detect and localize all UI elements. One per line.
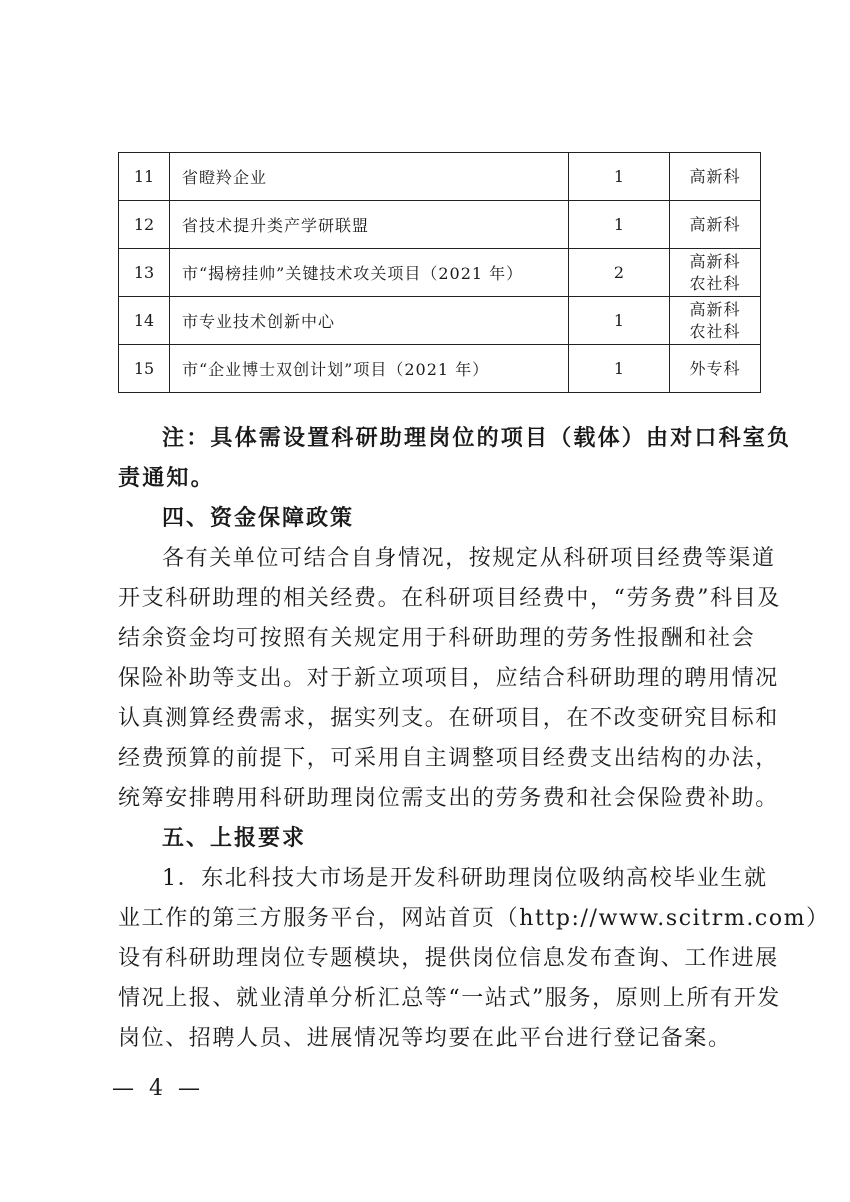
paragraph-line: 情况上报、就业清单分析汇总等“一站式”服务，原则上所有开发: [118, 986, 781, 1011]
note-line: 注：具体需设置科研助理岗位的项目（载体）由对口科室负: [162, 426, 792, 451]
paragraph-line: 开支科研助理的相关经费。在科研项目经费中，“劳务费”科目及: [118, 586, 781, 611]
section-heading-funding: 四、资金保障政策: [162, 506, 355, 531]
section-reporting-paragraph: [118, 859, 830, 1059]
department-cell: [670, 201, 761, 249]
department-label: 高新科: [689, 166, 741, 186]
section-funding-paragraph: [118, 539, 781, 819]
position-count-cell: 1: [569, 345, 670, 393]
paragraph-line: 保险补助等支出。对于新立项项目，应结合科研助理的聘用情况: [118, 666, 779, 691]
note-block: [118, 419, 792, 499]
paragraph-line: 各有关单位可结合自身情况，按规定从科研项目经费等渠道: [162, 546, 776, 571]
table-row: [119, 297, 761, 345]
paragraph-line: 岗位、招聘人员、进展情况等均要在此平台进行登记备案。: [118, 1026, 732, 1051]
department-label: 高新科: [689, 251, 741, 271]
table-row: [119, 201, 761, 249]
row-number-cell: 15: [119, 345, 170, 393]
row-number-cell: 13: [119, 249, 170, 297]
paragraph-line: 经费预算的前提下，可采用自主调整项目经费支出结构的办法，: [118, 746, 779, 771]
project-name-cell: 市“揭榜挂帅”关键技术攻关项目（2021 年）: [170, 249, 569, 297]
department-cell: [670, 297, 761, 345]
paragraph-line: 结余资金均可按照有关规定用于科研助理的劳务性报酬和社会: [118, 626, 756, 651]
department-label: 农社科: [689, 273, 741, 293]
project-name-cell: 省技术提升类产学研联盟: [170, 201, 569, 249]
note-line: 责通知。: [118, 466, 215, 491]
project-table: [118, 152, 748, 393]
paragraph-line: 认真测算经费需求，据实列支。在研项目，在不改变研究目标和: [118, 706, 779, 731]
paragraph-line: 业工作的第三方服务平台，网站首页（http://www.scitrm.com）: [118, 906, 830, 931]
department-label: 农社科: [689, 321, 741, 341]
project-name-cell: 市“企业博士双创计划”项目（2021 年）: [170, 345, 569, 393]
table-row: [119, 153, 761, 201]
row-number-cell: 11: [119, 153, 170, 201]
page-number: — 4 —: [112, 1076, 204, 1101]
department-label: 高新科: [689, 214, 741, 234]
position-count-cell: 1: [569, 201, 670, 249]
position-count-cell: 1: [569, 297, 670, 345]
table-row: [119, 345, 761, 393]
department-label: 高新科: [689, 299, 741, 319]
position-count-cell: 1: [569, 153, 670, 201]
project-name-cell: 省瞪羚企业: [170, 153, 569, 201]
paragraph-line: 1．东北科技大市场是开发科研助理岗位吸纳高校毕业生就: [162, 866, 768, 891]
paragraph-line: 统筹安排聘用科研助理岗位需支出的劳务费和社会保险费补助。: [118, 786, 779, 811]
department-cell: [670, 249, 761, 297]
department-cell: [670, 153, 761, 201]
project-table-grid: [118, 152, 761, 393]
project-name-cell: 市专业技术创新中心: [170, 297, 569, 345]
position-count-cell: 2: [569, 249, 670, 297]
row-number-cell: 14: [119, 297, 170, 345]
department-label: 外专科: [689, 358, 741, 378]
section-heading-reporting: 五、上报要求: [162, 826, 307, 851]
paragraph-line: 设有科研助理岗位专题模块，提供岗位信息发布查询、工作进展: [118, 946, 779, 971]
department-cell: [670, 345, 761, 393]
row-number-cell: 12: [119, 201, 170, 249]
table-row: [119, 249, 761, 297]
